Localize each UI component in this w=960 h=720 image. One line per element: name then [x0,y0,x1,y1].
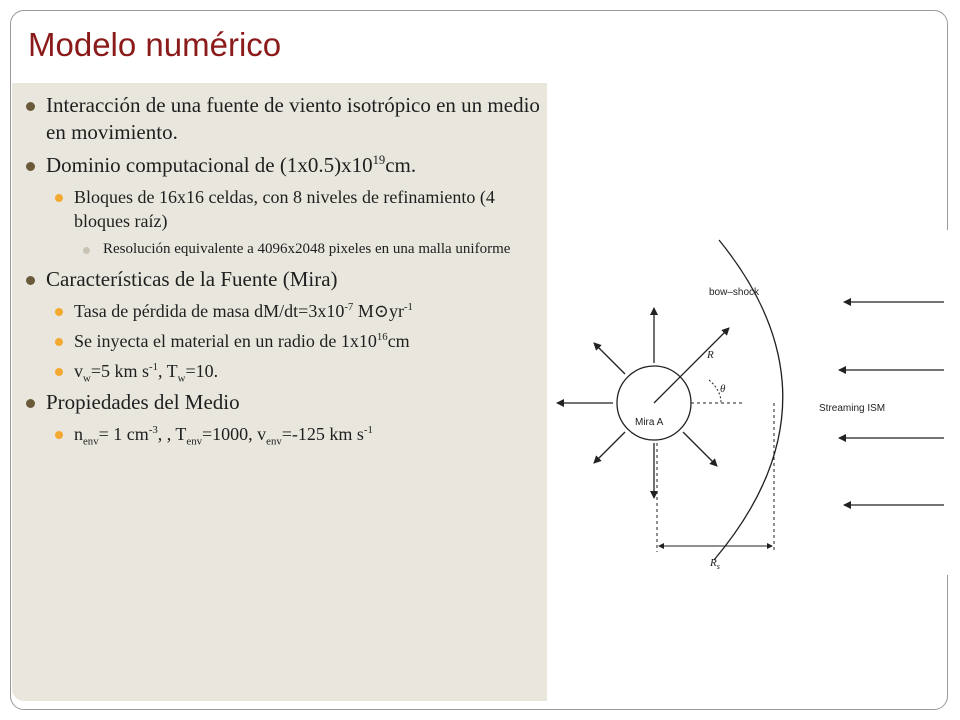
bullet-wind-source: Interacción de una fuente de viento isotrópico en un medio en movimiento. [18,92,548,146]
bow-shock-diagram [549,230,954,575]
bullet-source-properties: Características de la Fuente (Mira) [18,266,548,293]
source-label: Mira A [635,417,664,428]
theta-label: θ [720,383,726,395]
bullet-domain: Dominio computacional de $(1x0.5)x10^{19}cm$. [18,152,548,179]
bullet-list [18,86,548,446]
bullet-marker [26,399,35,408]
ism-label: Streaming ISM [819,403,886,414]
bullet-marker [55,308,63,316]
bullet-marker [55,431,63,439]
bullet-marker [55,338,63,346]
bullet-injection-radius: Se inyecta el material en un radio de $1x10^{16}cm$ [18,329,548,353]
bullet-blocks: Bloques de 16x16 celdas, con 8 niveles de refinamiento (4 bloques raíz) [18,185,548,233]
sun-symbol-icon: ⊙ [373,301,389,321]
bow-shock-label: bow–shock [709,287,760,298]
radius-label: R [707,349,714,361]
bullet-medium-properties: Propiedades del Medio [18,389,548,416]
bullet-marker [26,276,35,285]
bullet-resolution: Resolución equivalente a 4096x2048 pixeles en una malla uniforme [18,239,548,260]
bullet-marker [26,162,35,171]
bullet-wind-params: $v_w=5$ km $s^{-1}$, $T_w=10$. [18,359,548,383]
slide-title: Modelo numérico [28,26,282,63]
bullet-marker [83,247,90,254]
bullet-marker [55,194,63,202]
rs-label: $R_s$ [710,557,720,571]
bow-shock-figure [549,230,954,575]
bullet-marker [26,102,35,111]
bullet-mass-loss: Tasa de pérdida de masa $dM/dt=3x10^{-7}$ $M⊙yr^{-1}$ [18,299,548,323]
bullet-medium-params: $n_{env}= 1$ $cm^{-3}$, , $T_{env}=1000$, $v_{env}=-125$ km $s^{-1}$ [18,422,548,446]
bullet-marker [55,368,63,376]
